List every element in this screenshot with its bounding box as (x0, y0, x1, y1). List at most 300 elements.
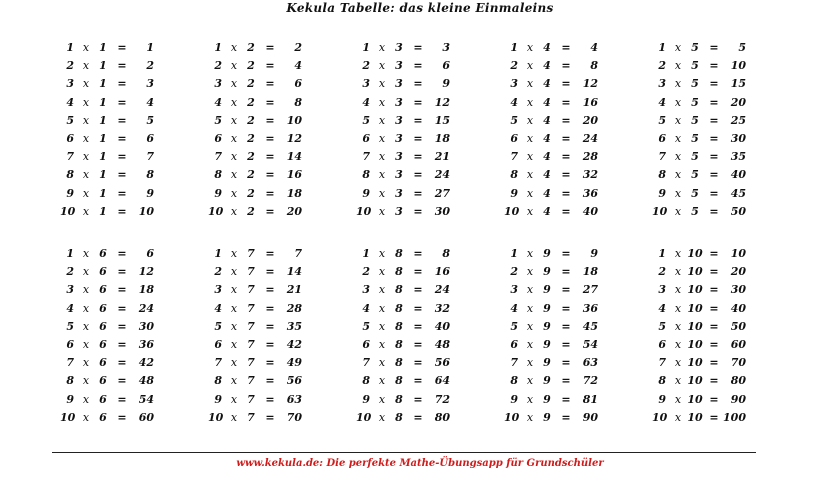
product: 2 (294, 41, 302, 54)
equals-sign: = (709, 150, 719, 164)
factor: 8 (395, 301, 403, 315)
factor: 7 (247, 283, 255, 297)
factor: 4 (543, 77, 551, 91)
times-sign: x (82, 168, 90, 182)
equals-sign: = (709, 337, 719, 351)
multiplier: 9 (214, 186, 222, 200)
factor: 1 (99, 59, 107, 73)
equation-row (652, 281, 772, 299)
factor: 3 (395, 59, 403, 73)
multiplier: 1 (658, 247, 666, 260)
times-sign: x (526, 113, 534, 127)
product: 10 (286, 113, 302, 127)
multiplier: 2 (214, 265, 222, 279)
multiplier: 3 (658, 77, 666, 91)
factor: 7 (247, 247, 255, 260)
product: 12 (434, 95, 450, 109)
multiplier: 3 (66, 283, 74, 297)
equals-sign: = (117, 337, 127, 351)
product: 90 (582, 410, 598, 424)
factor: 6 (99, 374, 107, 388)
factor: 2 (247, 95, 255, 109)
equals-sign: = (561, 186, 571, 200)
times-sign: x (230, 168, 238, 182)
product: 4 (590, 41, 598, 54)
equation-row (356, 263, 476, 281)
equation-row (504, 336, 624, 354)
equation-row (208, 94, 328, 112)
times-sign: x (526, 186, 534, 200)
equation-row (208, 130, 328, 148)
equals-sign: = (709, 392, 719, 406)
factor: 2 (247, 41, 255, 54)
equals-sign: = (709, 410, 719, 424)
multiplier: 3 (214, 283, 222, 297)
equals-sign: = (265, 356, 275, 370)
factor: 8 (395, 356, 403, 370)
multiplier: 6 (658, 131, 666, 145)
times-sign: x (526, 301, 534, 315)
equation-row (652, 263, 772, 281)
multiplier: 8 (66, 374, 74, 388)
times-sign: x (230, 186, 238, 200)
factor: 5 (691, 150, 699, 164)
equals-sign: = (709, 77, 719, 91)
times-sign: x (674, 150, 682, 164)
times-sign: x (82, 410, 90, 424)
equals-sign: = (265, 168, 275, 182)
factor: 6 (99, 247, 107, 260)
times-sign: x (230, 131, 238, 145)
equals-sign: = (709, 247, 719, 260)
equation-row (208, 263, 328, 281)
factor: 5 (691, 131, 699, 145)
factor: 8 (395, 283, 403, 297)
times-sign: x (378, 59, 386, 73)
factor: 5 (691, 168, 699, 182)
product: 18 (582, 265, 598, 279)
equals-sign: = (413, 41, 423, 54)
product: 40 (582, 204, 598, 218)
times-sign: x (230, 265, 238, 279)
factor: 6 (99, 283, 107, 297)
equation-row (652, 203, 772, 221)
times-sign: x (230, 392, 238, 406)
product: 10 (730, 247, 746, 260)
multiplier: 6 (66, 131, 74, 145)
equals-sign: = (413, 265, 423, 279)
equals-sign: = (265, 301, 275, 315)
equation-row (60, 318, 180, 336)
equals-sign: = (117, 410, 127, 424)
multiplier: 10 (356, 204, 372, 218)
equals-sign: = (265, 59, 275, 73)
times-sign: x (82, 204, 90, 218)
equation-row (60, 354, 180, 372)
multiplier: 8 (362, 168, 370, 182)
product: 32 (582, 168, 598, 182)
equals-sign: = (709, 41, 719, 54)
factor: 6 (99, 392, 107, 406)
factor: 9 (543, 319, 551, 333)
multiplier: 1 (66, 41, 74, 54)
multiplier: 2 (510, 265, 518, 279)
equation-row (60, 300, 180, 318)
product: 63 (582, 356, 598, 370)
factor: 8 (395, 337, 403, 351)
equals-sign: = (265, 265, 275, 279)
factor: 4 (543, 204, 551, 218)
times-sign: x (230, 319, 238, 333)
factor: 10 (687, 283, 703, 297)
equation-row (504, 409, 624, 427)
times-table-3 (356, 39, 476, 221)
factor: 6 (99, 337, 107, 351)
factor: 8 (395, 265, 403, 279)
product: 36 (582, 186, 598, 200)
factor: 7 (247, 356, 255, 370)
equals-sign: = (413, 113, 423, 127)
equals-sign: = (117, 131, 127, 145)
equals-sign: = (117, 204, 127, 218)
multiplier: 2 (362, 59, 370, 73)
multiplier: 3 (362, 77, 370, 91)
equation-row (652, 166, 772, 184)
factor: 10 (687, 319, 703, 333)
factor: 3 (395, 77, 403, 91)
product: 30 (434, 204, 450, 218)
equals-sign: = (709, 113, 719, 127)
times-sign: x (82, 186, 90, 200)
times-sign: x (378, 374, 386, 388)
equation-row (652, 112, 772, 130)
factor: 3 (395, 186, 403, 200)
times-sign: x (82, 301, 90, 315)
factor: 6 (99, 356, 107, 370)
multiplier: 3 (66, 77, 74, 91)
times-sign: x (82, 374, 90, 388)
equation-row (208, 372, 328, 390)
factor: 9 (543, 265, 551, 279)
product: 5 (146, 113, 154, 127)
equation-row (652, 318, 772, 336)
equals-sign: = (561, 247, 571, 260)
equation-row (208, 318, 328, 336)
multiplier: 9 (66, 392, 74, 406)
times-sign: x (674, 95, 682, 109)
equation-row (60, 263, 180, 281)
multiplier: 5 (658, 319, 666, 333)
equals-sign: = (561, 337, 571, 351)
equals-sign: = (561, 95, 571, 109)
product: 2 (146, 59, 154, 73)
product: 10 (138, 204, 154, 218)
equals-sign: = (117, 77, 127, 91)
multiplier: 7 (66, 150, 74, 164)
equation-row (356, 94, 476, 112)
equals-sign: = (117, 265, 127, 279)
times-sign: x (674, 204, 682, 218)
times-sign: x (526, 131, 534, 145)
factor: 3 (395, 168, 403, 182)
equation-row (652, 409, 772, 427)
equation-row (208, 336, 328, 354)
multiplier: 7 (362, 150, 370, 164)
multiplier: 8 (214, 168, 222, 182)
equals-sign: = (117, 59, 127, 73)
multiplier: 1 (362, 247, 370, 260)
factor: 1 (99, 186, 107, 200)
equals-sign: = (117, 283, 127, 297)
equals-sign: = (413, 301, 423, 315)
times-table-1 (60, 39, 180, 221)
multiplier: 5 (362, 113, 370, 127)
factor: 5 (691, 41, 699, 54)
footer-divider (52, 452, 756, 453)
multiplier: 5 (214, 113, 222, 127)
multiplier: 9 (510, 186, 518, 200)
product: 9 (442, 77, 450, 91)
times-sign: x (82, 265, 90, 279)
times-table-2 (208, 39, 328, 221)
product: 8 (590, 59, 598, 73)
equals-sign: = (413, 77, 423, 91)
equals-sign: = (117, 168, 127, 182)
equals-sign: = (413, 247, 423, 260)
times-sign: x (378, 356, 386, 370)
multiplier: 6 (658, 337, 666, 351)
times-sign: x (378, 410, 386, 424)
product: 3 (146, 77, 154, 91)
equals-sign: = (265, 186, 275, 200)
factor: 1 (99, 131, 107, 145)
factor: 2 (247, 168, 255, 182)
times-sign: x (674, 41, 682, 54)
equation-row (356, 409, 476, 427)
product: 32 (434, 301, 450, 315)
equals-sign: = (265, 410, 275, 424)
multiplier: 4 (66, 95, 74, 109)
product: 60 (138, 410, 154, 424)
factor: 9 (543, 337, 551, 351)
multiplier: 2 (658, 59, 666, 73)
equation-row (356, 185, 476, 203)
product: 6 (294, 77, 302, 91)
equals-sign: = (561, 410, 571, 424)
product: 24 (138, 301, 154, 315)
factor: 9 (543, 301, 551, 315)
product: 30 (730, 283, 746, 297)
multiplier: 1 (658, 41, 666, 54)
equals-sign: = (561, 150, 571, 164)
equals-sign: = (561, 356, 571, 370)
equals-sign: = (265, 319, 275, 333)
equals-sign: = (709, 265, 719, 279)
equation-row (652, 300, 772, 318)
times-sign: x (82, 131, 90, 145)
multiplier: 8 (658, 168, 666, 182)
times-sign: x (378, 77, 386, 91)
equals-sign: = (413, 283, 423, 297)
multiplier: 7 (510, 356, 518, 370)
factor: 10 (687, 410, 703, 424)
equation-row (208, 75, 328, 93)
product: 27 (434, 186, 450, 200)
product: 63 (286, 392, 302, 406)
product: 28 (286, 301, 302, 315)
product: 8 (294, 95, 302, 109)
equals-sign: = (413, 168, 423, 182)
equals-sign: = (561, 265, 571, 279)
factor: 10 (687, 374, 703, 388)
product: 35 (286, 319, 302, 333)
product: 45 (730, 186, 746, 200)
multiplier: 8 (214, 374, 222, 388)
equals-sign: = (709, 131, 719, 145)
product: 12 (582, 77, 598, 91)
factor: 6 (99, 301, 107, 315)
times-sign: x (378, 392, 386, 406)
equals-sign: = (117, 247, 127, 260)
factor: 7 (247, 301, 255, 315)
multiplier: 7 (658, 356, 666, 370)
product: 14 (286, 265, 302, 279)
times-sign: x (378, 113, 386, 127)
equals-sign: = (117, 301, 127, 315)
factor: 5 (691, 59, 699, 73)
equals-sign: = (561, 131, 571, 145)
multiplier: 5 (362, 319, 370, 333)
equation-row (504, 94, 624, 112)
times-sign: x (230, 337, 238, 351)
equals-sign: = (413, 204, 423, 218)
factor: 10 (687, 337, 703, 351)
times-sign: x (378, 41, 386, 54)
multiplier: 5 (66, 113, 74, 127)
equation-row (60, 166, 180, 184)
factor: 1 (99, 168, 107, 182)
factor: 10 (687, 392, 703, 406)
multiplier: 6 (362, 337, 370, 351)
times-sign: x (674, 186, 682, 200)
times-sign: x (526, 59, 534, 73)
equals-sign: = (117, 150, 127, 164)
equation-row (60, 130, 180, 148)
factor: 2 (247, 131, 255, 145)
equation-row (60, 75, 180, 93)
times-sign: x (82, 283, 90, 297)
multiplier: 5 (214, 319, 222, 333)
equation-row (60, 39, 180, 57)
factor: 4 (543, 168, 551, 182)
times-sign: x (378, 186, 386, 200)
factor: 6 (99, 319, 107, 333)
times-sign: x (674, 374, 682, 388)
times-sign: x (230, 410, 238, 424)
equation-row (356, 300, 476, 318)
equals-sign: = (413, 392, 423, 406)
equals-sign: = (265, 283, 275, 297)
multiplier: 4 (66, 301, 74, 315)
factor: 2 (247, 113, 255, 127)
times-sign: x (230, 95, 238, 109)
times-sign: x (230, 283, 238, 297)
equation-row (356, 391, 476, 409)
equation-row (60, 57, 180, 75)
times-sign: x (378, 337, 386, 351)
multiplier: 7 (658, 150, 666, 164)
product: 100 (723, 410, 746, 424)
equation-row (504, 185, 624, 203)
product: 3 (442, 41, 450, 54)
product: 56 (434, 356, 450, 370)
equation-row (504, 166, 624, 184)
multiplier: 9 (214, 392, 222, 406)
product: 81 (582, 392, 598, 406)
equation-row (652, 372, 772, 390)
equals-sign: = (265, 113, 275, 127)
factor: 2 (247, 150, 255, 164)
product: 49 (286, 356, 302, 370)
multiplier: 5 (510, 319, 518, 333)
times-sign: x (82, 247, 90, 260)
equation-row (60, 245, 180, 263)
product: 24 (434, 168, 450, 182)
multiplier: 10 (652, 410, 668, 424)
equation-row (60, 112, 180, 130)
factor: 9 (543, 374, 551, 388)
product: 14 (286, 150, 302, 164)
product: 27 (582, 283, 598, 297)
factor: 9 (543, 356, 551, 370)
equation-row (356, 39, 476, 57)
product: 28 (582, 150, 598, 164)
times-sign: x (230, 247, 238, 260)
times-sign: x (526, 283, 534, 297)
equals-sign: = (561, 374, 571, 388)
multiplier: 10 (504, 410, 520, 424)
equals-sign: = (117, 186, 127, 200)
product: 18 (286, 186, 302, 200)
product: 80 (730, 374, 746, 388)
factor: 4 (543, 150, 551, 164)
equation-row (208, 148, 328, 166)
product: 16 (286, 168, 302, 182)
product: 6 (146, 247, 154, 260)
factor: 10 (687, 247, 703, 260)
equals-sign: = (265, 247, 275, 260)
multiplier: 4 (214, 95, 222, 109)
product: 12 (138, 265, 154, 279)
equation-row (60, 148, 180, 166)
equation-row (652, 391, 772, 409)
equals-sign: = (709, 319, 719, 333)
equals-sign: = (413, 319, 423, 333)
equals-sign: = (265, 337, 275, 351)
equation-row (60, 281, 180, 299)
multiplier: 3 (214, 77, 222, 91)
times-sign: x (82, 95, 90, 109)
equals-sign: = (561, 59, 571, 73)
factor: 4 (543, 41, 551, 54)
product: 70 (730, 356, 746, 370)
equation-row (356, 354, 476, 372)
product: 5 (738, 41, 746, 54)
times-sign: x (378, 247, 386, 260)
equation-row (504, 354, 624, 372)
equals-sign: = (561, 301, 571, 315)
factor: 7 (247, 265, 255, 279)
